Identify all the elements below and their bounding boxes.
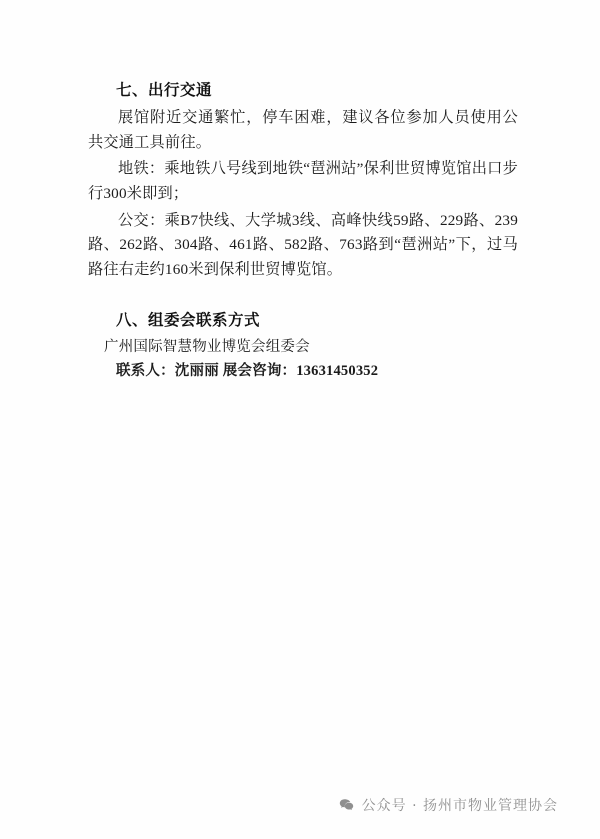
section-heading-contact: 八、组委会联系方式 (116, 311, 261, 330)
contact-block (88, 336, 518, 383)
contact-person-and-phone: 联系人：沈丽丽 展会咨询：13631450352 (116, 362, 379, 379)
transport-intro-paragraph: 展馆附近交通繁忙，停车困难，建议各位参加人员使用公共交通工具前往。 (88, 109, 518, 151)
transport-bus-paragraph: 公交：乘B7快线、大学城3线、高峰快线59路、229路、239路、262路、304路、461路、582路、763路到“琶洲站”下，过马路往右走约160米到保利世贸博览馆。 (88, 211, 518, 278)
transport-metro-paragraph: 地铁：乘地铁八号线到地铁“琶洲站”保利世贸博览馆出口步行300米即到； (88, 160, 518, 202)
document-body (88, 78, 518, 383)
footer-watermark (0, 795, 600, 815)
section-heading-transport: 七、出行交通 (116, 81, 213, 99)
footer-text: 公众号 · 扬州市物业管理协会 (361, 798, 558, 814)
organizer-name: 广州国际智慧物业博览会组委会 (104, 339, 310, 356)
wechat-official-account-icon (339, 798, 354, 813)
